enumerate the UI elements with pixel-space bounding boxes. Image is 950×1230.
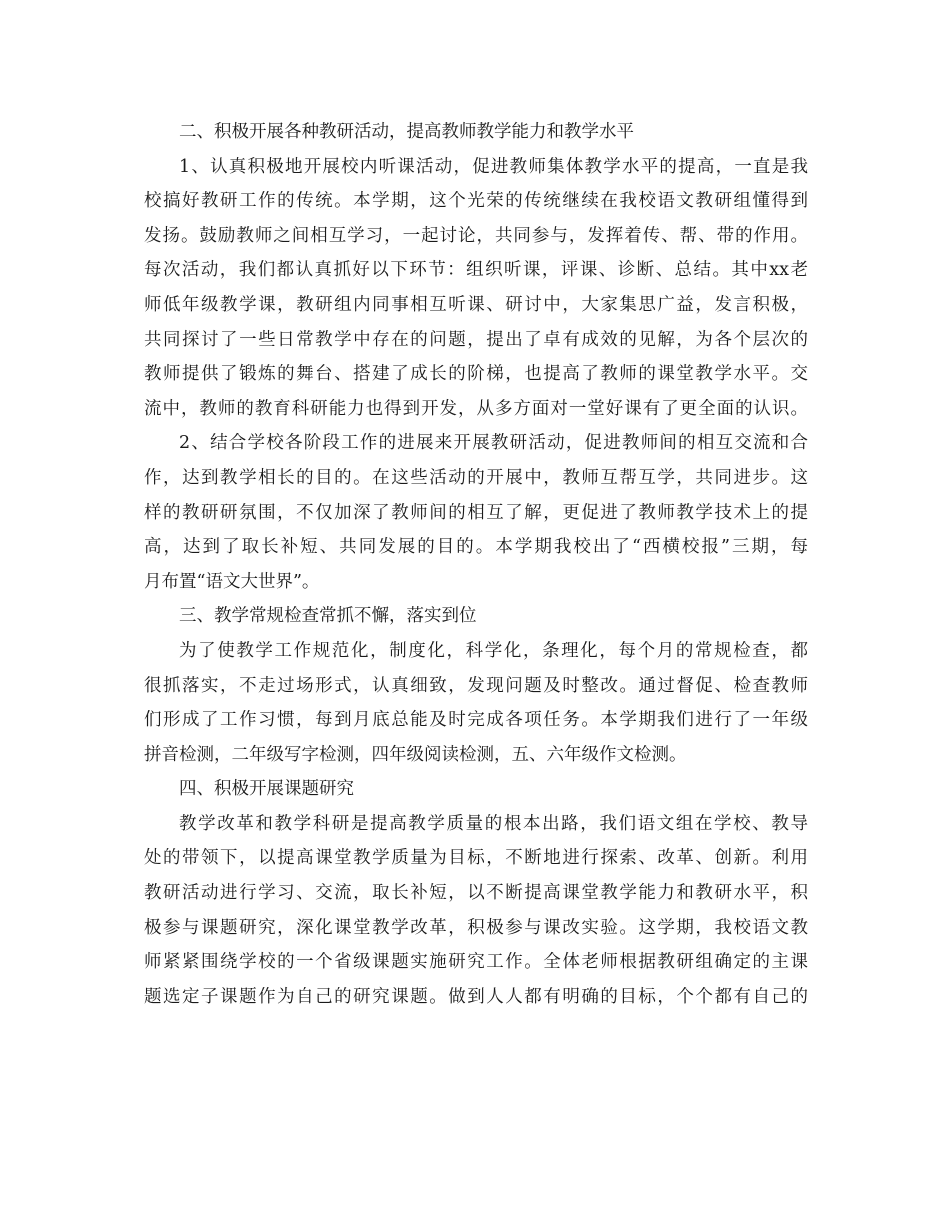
paragraph-line: 样的教研研氛围，不仅加深了教师间的相互了解，更促进了教师教学技术上的提	[144, 502, 808, 523]
paragraph-line: 为了使教学工作规范化，制度化，科学化，条理化，每个月的常规检查，都	[179, 640, 808, 661]
paragraph-line: 高，达到了取长补短、共同发展的目的。本学期我校出了“西横校报”三期，每	[144, 537, 808, 558]
paragraph-line: 教研活动进行学习、交流，取长补短，以不断提高课堂教学能力和教研水平，积	[144, 883, 808, 904]
paragraph-line: 流中，教师的教育科研能力也得到开发，从多方面对一堂好课有了更全面的认识。	[144, 398, 808, 419]
paragraph-line: 发扬。鼓励教师之间相互学习，一起讨论，共同参与，发挥着传、帮、带的作用。	[144, 225, 808, 246]
paragraph-line: 月布置“语文大世界”。	[144, 571, 320, 592]
paragraph-line: 师低年级教学课，教研组内同事相互听课、研讨中，大家集思广益，发言积极，	[144, 294, 808, 315]
paragraph-line: 拼音检测，二年级写字检测，四年级阅读检测，五、六年级作文检测。	[144, 744, 687, 765]
paragraph-line: 1、认真积极地开展校内听课活动，促进教师集体教学水平的提高，一直是我	[179, 156, 808, 177]
section-heading-2: 二、积极开展各种教研活动，提高教师教学能力和教学水平	[179, 122, 634, 142]
paragraph-line: 师紧紧围绕学校的一个省级课题实施研究工作。全体老师根据教研组确定的主课	[144, 952, 808, 973]
paragraph-line: 教师提供了锻炼的舞台、搭建了成长的阶梯，也提高了教师的课堂教学水平。交	[144, 364, 808, 385]
paragraph-line: 极参与课题研究，深化课堂教学改革，积极参与课改实验。这学期，我校语文教	[144, 917, 808, 938]
paragraph-line: 处的带领下，以提高课堂教学质量为目标，不断地进行探索、改革、创新。利用	[144, 848, 808, 869]
paragraph-line: 每次活动，我们都认真抓好以下环节：组织听课，评课、诊断、总结。其中xx老	[144, 260, 808, 281]
paragraph-line: 作，达到教学相长的目的。在这些活动的开展中，教师互帮互学，共同进步。这	[144, 467, 808, 488]
paragraph-line: 很抓落实，不走过场形式，认真细致，发现问题及时整改。通过督促、检查教师	[144, 675, 808, 696]
section-heading-3: 三、教学常规检查常抓不懈，落实到位	[179, 606, 477, 627]
section-heading-4: 四、积极开展课题研究	[179, 779, 354, 800]
document-body	[144, 115, 808, 1014]
paragraph-line: 共同探讨了一些日常教学中存在的问题，提出了卓有成效的见解，为各个层次的	[144, 329, 808, 350]
paragraph-line: 教学改革和教学科研是提高教学质量的根本出路，我们语文组在学校、教导	[179, 813, 808, 834]
paragraph-line: 校搞好教研工作的传统。本学期，这个光荣的传统继续在我校语文教研组懂得到	[144, 191, 808, 212]
paragraph-line: 题选定子课题作为自己的研究课题。做到人人都有明确的目标，个个都有自己的	[144, 986, 808, 1007]
paragraph-line: 2、结合学校各阶段工作的进展来开展教研活动，促进教师间的相互交流和合	[179, 433, 808, 454]
paragraph-line: 们形成了工作习惯，每到月底总能及时完成各项任务。本学期我们进行了一年级	[144, 710, 808, 731]
